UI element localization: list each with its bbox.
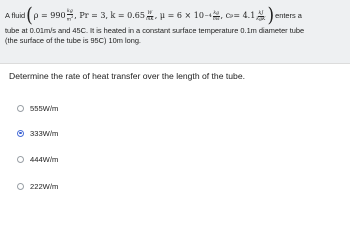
property-formula	[25, 3, 275, 27]
open-paren: (	[26, 3, 33, 27]
radio-option-3[interactable]	[17, 156, 24, 163]
option-2-label: 333W/m	[30, 128, 59, 138]
rho-unit	[67, 9, 74, 23]
mu-unit-num: kg	[213, 10, 220, 16]
pr-k-term: , Pr = 3, k = 0.65	[74, 10, 145, 20]
k-unit	[146, 11, 154, 22]
cp-subscript: p	[230, 12, 234, 19]
mu-exponent: −4	[204, 12, 212, 19]
divider	[0, 63, 350, 64]
cp-unit-num: kJ	[258, 10, 264, 16]
mu-unit	[213, 11, 220, 22]
k-unit-den: mK	[146, 16, 154, 22]
option-2[interactable]	[17, 127, 58, 139]
cp-unit	[256, 11, 265, 22]
cp-value: = 4.1	[233, 10, 256, 20]
rho-unit-num: kg	[67, 9, 73, 15]
radio-option-2[interactable]	[17, 130, 24, 137]
option-1[interactable]	[17, 102, 58, 114]
option-4-label: 222W/m	[30, 181, 59, 191]
radio-option-1[interactable]	[17, 105, 24, 112]
mu-unit-den: ms	[212, 16, 220, 22]
question-box	[0, 0, 350, 63]
close-paren: )	[267, 3, 275, 27]
question-outro: enters a	[275, 10, 302, 20]
question-formula-line	[5, 3, 346, 27]
question-line-3: (the surface of the tube is 95C) 10m long.	[5, 36, 141, 46]
question-line-2: tube at 0.01m/s and 45C. It is heated in a constant surface temperature 0.1m diameter tube	[5, 26, 305, 35]
cp-term: , c	[220, 10, 231, 20]
question-prompt: Determine the rate of heat transfer over the length of the tube.	[9, 71, 245, 81]
cp-unit-den: kgK	[256, 16, 266, 22]
option-4[interactable]	[17, 180, 58, 192]
rho-unit-den: $m^3$	[66, 15, 74, 23]
option-1-label: 555W/m	[30, 103, 59, 113]
option-3[interactable]	[17, 153, 58, 165]
question-intro: A fluid	[5, 10, 26, 20]
option-3-label: 444W/m	[30, 154, 59, 164]
mu-term: , μ = 6 × 10	[154, 10, 204, 20]
rho-term: ρ = 990	[33, 10, 66, 20]
radio-option-4[interactable]	[17, 183, 24, 190]
k-unit-num: W	[147, 10, 153, 16]
